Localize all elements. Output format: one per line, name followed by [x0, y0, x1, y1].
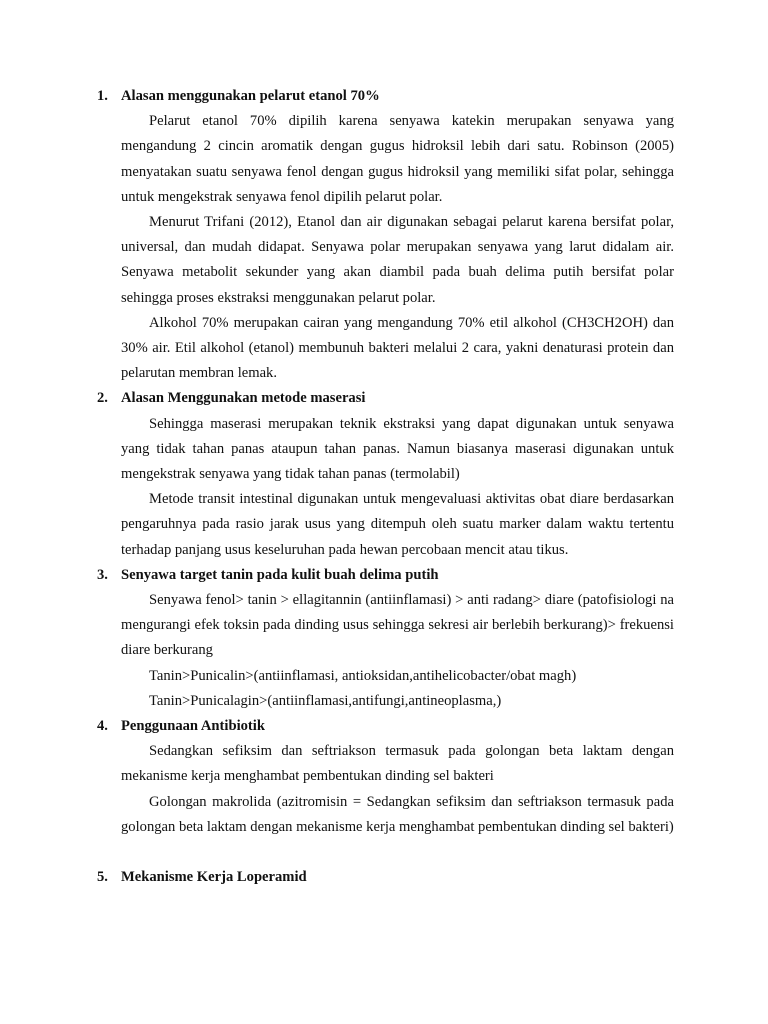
- section-heading: [97, 865, 674, 890]
- section-2: [97, 386, 674, 562]
- section-title: Alasan menggunakan pelarut etanol 70%: [121, 88, 380, 104]
- section-title: Alasan Menggunakan metode maserasi: [121, 390, 366, 407]
- paragraph: Alkohol 70% merupakan cairan yang mengandung 70% etil alkohol (CH3CH2OH) dan 30% air. Etil alkohol (etanol) membunuh bakteri melalui 2 cara, yakni denaturasi protein dan pelarutan membran lemak.: [121, 314, 674, 382]
- section-title: Mekanisme Kerja Loperamid: [121, 869, 307, 886]
- paragraph: Senyawa fenol> tanin > ellagitannin (antiinflamasi) > anti radang> diare (patofisiologi na mengurangi efek toksin pada dinding usus sehingga sekresi air berlebih berkurang)> frekuensi diare berkurang: [121, 592, 674, 659]
- section-title: Senyawa target tanin pada kulit buah delima putih: [121, 566, 439, 583]
- section-number: 3.: [97, 566, 108, 583]
- section-1: [97, 84, 674, 386]
- document-page: [97, 84, 674, 890]
- section-heading: [97, 714, 674, 739]
- section-4: [97, 714, 674, 840]
- section-number: 5.: [97, 869, 108, 886]
- section-5: [97, 865, 674, 890]
- section-heading: [97, 84, 674, 109]
- section-3: [97, 563, 674, 714]
- section-number: 4.: [97, 718, 108, 735]
- paragraph: Sehingga maserasi merupakan teknik ekstraksi yang dapat digunakan untuk senyawa yang tidak tahan panas ataupun tahan panas. Namun biasanya maserasi digunakan untuk mengekstrak senyawa yang tidak tahan panas (termolabil): [121, 415, 674, 483]
- section-heading: [97, 386, 674, 411]
- paragraph: Sedangkan sefiksim dan seftriakson termasuk pada golongan beta laktam dengan mekanisme kerja menghambat pembentukan dinding sel bakteri: [121, 743, 674, 785]
- section-number: 2.: [97, 390, 108, 407]
- paragraph: Tanin>Punicalin>(antiinflamasi, antioksidan,antihelicobacter/obat magh): [149, 667, 577, 684]
- section-title: Penggunaan Antibiotik: [121, 718, 265, 735]
- paragraph: Menurut Trifani (2012), Etanol dan air digunakan sebagai pelarut karena bersifat polar, universal, dan mudah didapat. Senyawa polar merupakan senyawa yang larut didalam air. Senyawa metabolit sekunder yang akan diambil pada buah delima putih bersifat polar sehingga proses ekstraksi menggunakan pelarut polar.: [121, 214, 674, 306]
- section-heading: [97, 563, 674, 588]
- paragraph: Metode transit intestinal digunakan untuk mengevaluasi aktivitas obat diare berdasarkan pengaruhnya pada rasio jarak usus yang ditempuh oleh suatu marker dalam waktu tertentu terhadap panjang usus keseluruhan pada hewan percobaan mencit atau tikus.: [121, 491, 674, 558]
- paragraph: Pelarut etanol 70% dipilih karena senyawa katekin merupakan senyawa yang mengandung 2 cincin aromatik dengan gugus hidroksil lebih dari satu. Robinson (2005) menyatakan suatu senyawa fenol dengan gugus hidroksil yang memiliki sifat polar, sehingga untuk mengekstrak senyawa fenol dipilih pelarut polar.: [121, 113, 674, 205]
- paragraph: Tanin>Punicalagin>(antiinflamasi,antifungi,antineoplasma,): [149, 692, 502, 709]
- paragraph: Golongan makrolida (azitromisin = Sedangkan sefiksim dan seftriakson termasuk pada golongan beta laktam dengan mekanisme kerja menghambat pembentukan dinding sel bakteri): [121, 793, 674, 835]
- section-number: 1.: [97, 88, 108, 104]
